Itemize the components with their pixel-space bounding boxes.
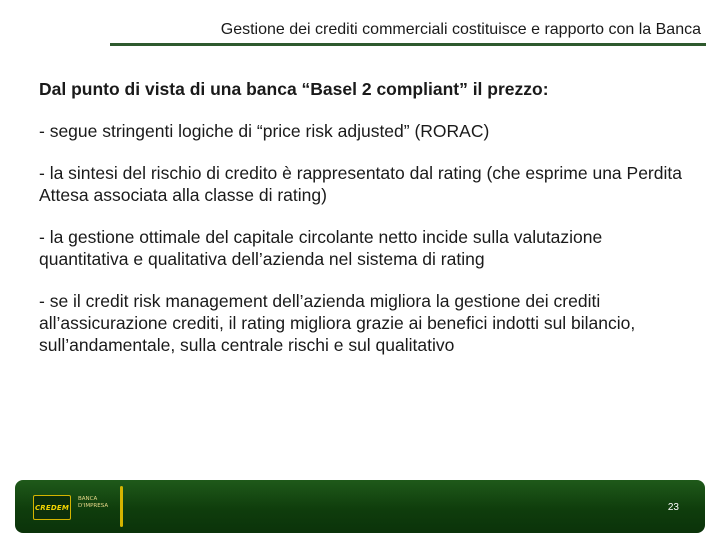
banca-logo-line: D'IMPRESA xyxy=(78,503,109,509)
banca-logo-line: BANCA xyxy=(78,496,98,502)
credem-logo-text: CREDEM xyxy=(34,503,70,512)
footer-bar xyxy=(15,480,705,533)
page-title: Gestione dei crediti commerciali costituisce e rapporto con la Banca xyxy=(220,21,701,38)
lead-statement: Dal punto di vista di una banca “Basel 2 compliant” il prezzo: xyxy=(39,79,549,99)
slide-body xyxy=(39,78,689,376)
page-number: 23 xyxy=(667,502,679,513)
header-divider xyxy=(110,43,706,46)
logo-divider xyxy=(120,486,123,527)
bullet-item: - se il credit risk management dell’azienda migliora la gestione dei crediti all’assicurazione crediti, il rating migliora grazie ai benefici indotti sul bilancio, sull’andamentale, sulla centrale rischi e sul qualitativo xyxy=(39,291,636,355)
banca-impresa-logo xyxy=(78,496,124,510)
bullet-item: - la sintesi del rischio di credito è rappresentato dal rating (che esprime una Perdita Attesa associata alla classe di rating) xyxy=(39,163,682,205)
bullet-item: - la gestione ottimale del capitale circolante netto incide sulla valutazione quantitativa e qualitativa dell’azienda nel sistema di rating xyxy=(39,227,603,269)
bullet-item: - segue stringenti logiche di “price risk adjusted” (RORAC) xyxy=(39,121,490,141)
credem-logo xyxy=(33,495,71,520)
